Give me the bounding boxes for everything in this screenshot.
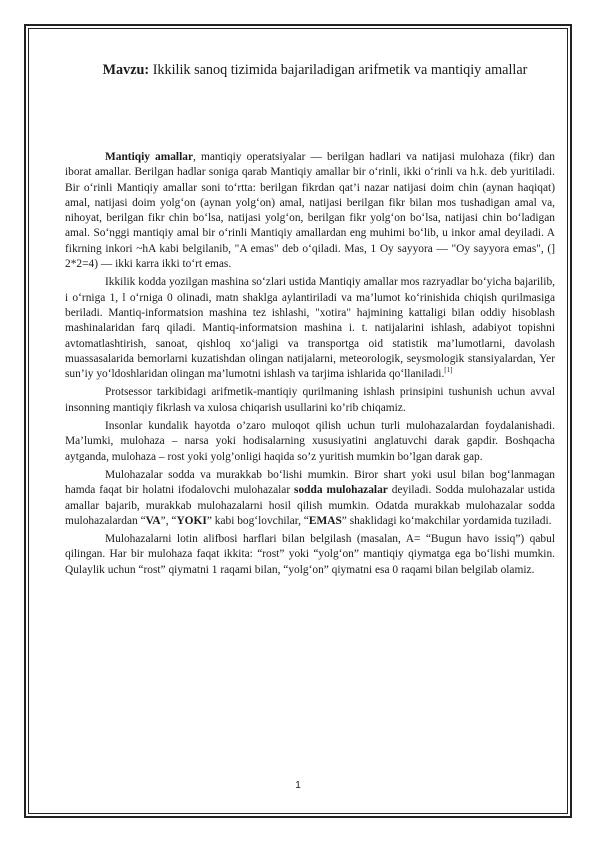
paragraph-4: [65, 419, 555, 465]
document-body: [65, 150, 555, 581]
document-title: [92, 57, 538, 83]
term-sodda-mulohazalar: sodda mulohazalar: [294, 484, 388, 497]
paragraph-1: [65, 150, 555, 272]
paragraph-5-text-d: ” shaklidagi ko‘makchilar yordamida tuziladi.: [341, 514, 552, 527]
paragraph-6-text: Mulohazalarni lotin alifbosi harflari bilan belgilash (masalan, A= “Bugun havo issiq”) qabul qilingan. Har bir mulohaza faqat ikkita: “rost” yoki “yolg‘on” mantiqiy qiymatga ega bo‘lishi mumkin. Qulaylik uchun “rost” qiymatni 1 raqami bilan, “yolg‘on” qiymatni esa 0 raqami bilan belgilab olamiz.: [65, 533, 555, 576]
page-number: 1: [295, 780, 301, 791]
paragraph-2: [65, 275, 555, 382]
paragraph-3-text: Protsessor tarkibidagi arifmetik-mantiqiy qurilmaning ishlash prinsipini tushunish uchun avval insonning mantiqiy fikrlash va xulosa chiqarish usullarini ko’rib chiqamiz.: [65, 386, 555, 414]
paragraph-5-text-b: deyiladi. Sodda mulohazalar ustida amallar bajarib, murakkab mulohazalarni hosil qilish mumkin. Odatda murakkab mulohazalar sodda mulohazalardan “: [65, 484, 555, 527]
term-yoki: YOKI: [176, 514, 207, 527]
title-text: Ikkilik sanoq tizimida bajariladigan arifmetik va mantiqiy amallar: [149, 62, 528, 78]
paragraph-3: [65, 385, 555, 416]
paragraph-5: [65, 468, 555, 529]
footnote-ref[interactable]: [1]: [444, 366, 453, 375]
paragraph-5-text-c: ” kabi bog‘lovchilar, “: [206, 514, 309, 527]
term-emas: EMAS: [308, 514, 342, 527]
paragraph-1-lead: Mantiqiy amallar: [105, 151, 194, 163]
paragraph-6: [65, 532, 555, 578]
paragraph-4-text: Insonlar kundalik hayotda o’zaro muloqot qilish uchun turli mulohazalardan foydalanishadi. Ma’lumki, mulohaza – narsa yoki hodisalarning xususiyatini anglatuvchi darak gapdir. Boshqacha aytganda, mulohaza – rost yoki yolg’onligi haqida so’z yuritish mumkin bo’lgan darak gap.: [65, 420, 555, 463]
paragraph-5-text-a: Mulohazalar sodda va murakkab bo‘lishi mumkin. Biror shart yoki usul bilan bog‘lanmagan hamda faqat bir holatni ifodalovchi mulohazalar: [65, 468, 555, 497]
paragraph-5-sep: ”, “: [160, 514, 177, 527]
paragraph-2-text: Ikkilik kodda yozilgan mashina so‘zlari ustida Mantiqiy amallar mos razryadlar bo‘yicha bajarilib, i o‘rniga 1, l o‘rniga 0 olinadi, matn shaklga aylantiriladi va ma’lumot ko‘rinishida chiqish qurilmasiga beriladi. Mantiq-informatsion mashina tez ishlashi, "xotira" hajmining kattaligi bilan oddiy hisoblash mashinalaridan farq qiladi. Mantiq-informatsion mashina i. t. natijalarini ishlash, adabiyot topishni avtomatlashtirish, sanoat, qishloq xo‘jaligi va transportga oid statistik ma’lumotlarni, davolash muassasalarida bemorlarni kuzatishdan olingan natijalarni, meteorologik, seysmologik stansiyalardan, Yer sun’iy yo‘ldoshlaridan olingan ma’lumotni ishlash va tarjima ishlarida qo‘llaniladi.: [65, 276, 555, 381]
term-va: VA: [145, 514, 161, 527]
title-label: Mavzu:: [102, 62, 150, 78]
paragraph-1-text: , mantiqiy operatsiyalar — berilgan hadlari va natijasi mulohaza (fikr) dan iborat amallar. Berilgan hadlar soniga qarab Mantiqiy amallar bir o‘rinli, ikki o‘rinli va h.k. deb yuritiladi. Bir o‘rinli Mantiqiy amallar soni to‘rtta: berilgan fikrdan qat’i nazar natijasi doim chin (aynan haqiqat) amal, natijasi doim yolg‘on (aynan yolg‘on) amal, natijasi berilgan fikr bilan mos tushadigan amal va, nihoyat, berilgan fikr chin bo‘lsa, natijasi yolg‘on, berilgan fikr yolg‘on bo‘lsa, natijasi chin bo‘ladigan amal. So‘nggi mantiqiy amal bir o‘rinli Mantiqiy amallardan eng muhimi bo‘lib, u inkor amal deyiladi. A fikrning inkori ~hA kabi belgilanib, "A emas" deb o‘qiladi. Mas, 1 Oy sayyora — "Oy sayyora emas", (] 2*2=4) — ikki karra ikki to‘rt emas.: [65, 151, 555, 271]
